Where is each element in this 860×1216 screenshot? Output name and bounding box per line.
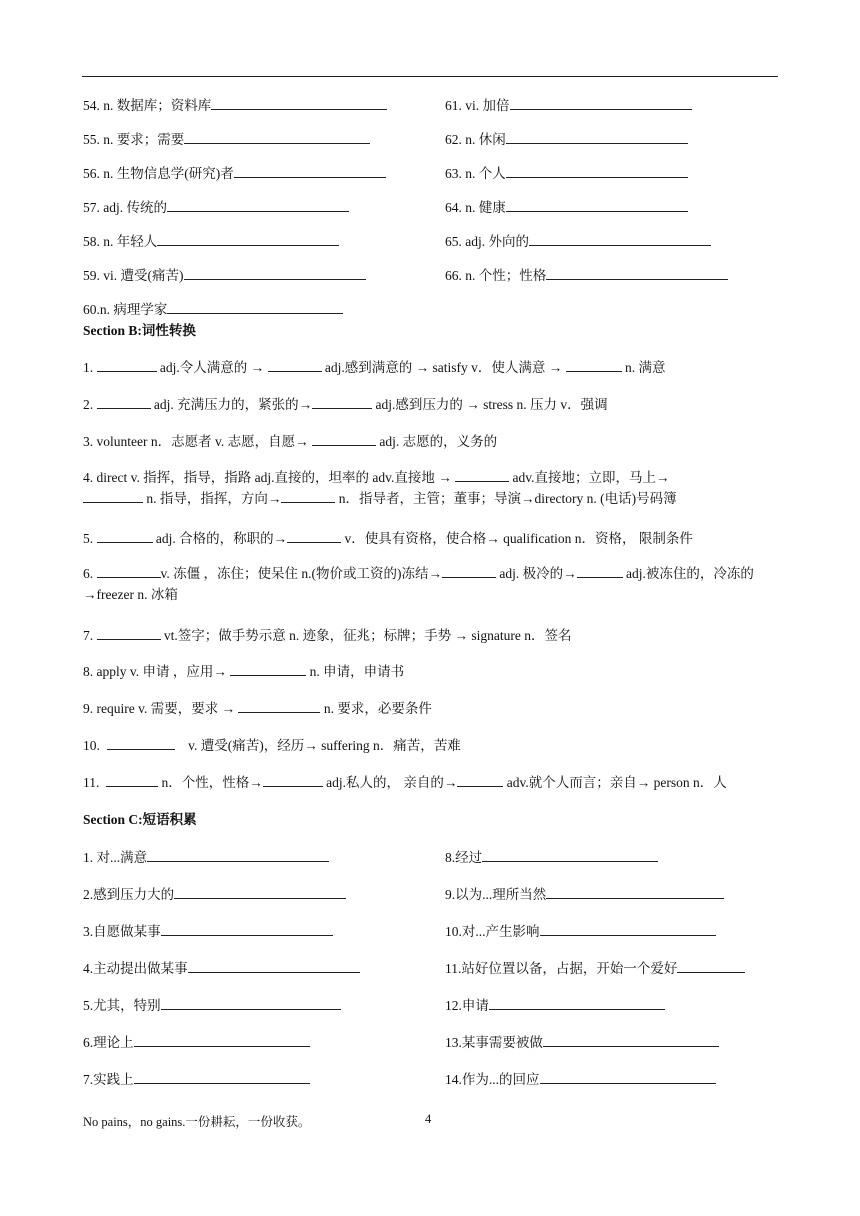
section-c-title: Section C:短语积累 — [83, 812, 197, 827]
header-rule — [82, 76, 778, 77]
section-b-title: Section B:词性转换 — [83, 323, 196, 338]
phrase-item: 2.感到压力大的 — [83, 883, 346, 903]
footer-motto: No pains，no gains.一份耕耘，一份收获。 — [83, 1115, 311, 1129]
phrase-item: 13.某事需要被做 — [445, 1031, 719, 1051]
phrase-item: 3.自愿做某事 — [83, 920, 333, 940]
phrase-item: 9.以为...理所当然 — [445, 883, 724, 903]
conversion-item: 10. v. 遭受(痛苦)，经历→ suffering n．痛苦，苦难 — [83, 738, 461, 753]
conversion-item: 3. volunteer n．志愿者 v. 志愿，自愿→ adj. 志愿的，义务的 — [83, 434, 498, 449]
phrase-item: 7.实践上 — [83, 1068, 310, 1088]
vocab-item: 65. adj. 外向的 — [445, 230, 711, 250]
vocab-item: 61. vi. 加倍 — [445, 94, 692, 114]
vocab-item: 55. n. 要求；需要 — [83, 128, 370, 148]
vocab-item: 59. vi. 遭受(痛苦) — [83, 264, 366, 284]
phrase-item: 4.主动提出做某事 — [83, 957, 360, 977]
vocab-item: 54. n. 数据库；资料库 — [83, 94, 387, 114]
conversion-item: 8. apply v. 申请 ，应用→ n. 申请，申请书 — [83, 664, 405, 679]
conversion-item: 4. direct v. 指挥，指导，指路 adj.直接的，坦率的 adv.直接地 → adv.直接地；立即，马上→ n. 指导，指挥，方向→ n．指导者，主管；董事；导演→directory n. (电话)号码簿 — [83, 470, 677, 506]
vocab-item: 63. n. 个人 — [445, 162, 688, 182]
vocab-item: 58. n. 年轻人 — [83, 230, 339, 250]
page-number: 4 — [425, 1112, 432, 1126]
phrase-item: 6.理论上 — [83, 1031, 310, 1051]
conversion-item: 6. v. 冻僵 ，冻住；使呆住 n.(物价或工资的)冻结→ adj. 极冷的→ adj.被冻住的，冷冻的→freezer n. 冰箱 — [83, 566, 754, 602]
vocab-item: 56. n. 生物信息学(研究)者 — [83, 162, 386, 182]
phrase-item: 1. 对...满意 — [83, 846, 329, 866]
phrase-item: 12.申请 — [445, 994, 665, 1014]
phrase-item: 11.站好位置以备，占据，开始一个爱好 — [445, 957, 745, 977]
conversion-item: 1. adj.令人满意的 → adj.感到满意的 → satisfy v．使人满意 → n. 满意 — [83, 360, 666, 375]
phrase-item: 10.对...产生影响 — [445, 920, 716, 940]
vocab-item: 57. adj. 传统的 — [83, 196, 349, 216]
vocab-item: 64. n. 健康 — [445, 196, 688, 216]
conversion-item: 7. vt.签字；做手势示意 n. 迹象，征兆；标牌；手势 → signature n．签名 — [83, 628, 572, 643]
vocab-item: 62. n. 休闲 — [445, 128, 688, 148]
phrase-item: 8.经过 — [445, 846, 658, 866]
vocab-item: 66. n. 个性；性格 — [445, 264, 728, 284]
conversion-item: 5. adj. 合格的，称职的→ v．使具有资格，使合格→ qualification n．资格， 限制条件 — [83, 531, 693, 546]
conversion-item: 2. adj. 充满压力的，紧张的→ adj.感到压力的 → stress n. 压力 v．强调 — [83, 397, 608, 412]
vocab-item: 60.n. 病理学家 — [83, 298, 343, 318]
phrase-item: 14.作为...的回应 — [445, 1068, 716, 1088]
phrase-item: 5.尤其，特别 — [83, 994, 341, 1014]
conversion-item: 11. n．个性，性格→ adj.私人的， 亲自的→ adv.就个人而言；亲自→ person n．人 — [83, 775, 727, 790]
conversion-item: 9. require v. 需要，要求 → n. 要求，必要条件 — [83, 701, 432, 716]
